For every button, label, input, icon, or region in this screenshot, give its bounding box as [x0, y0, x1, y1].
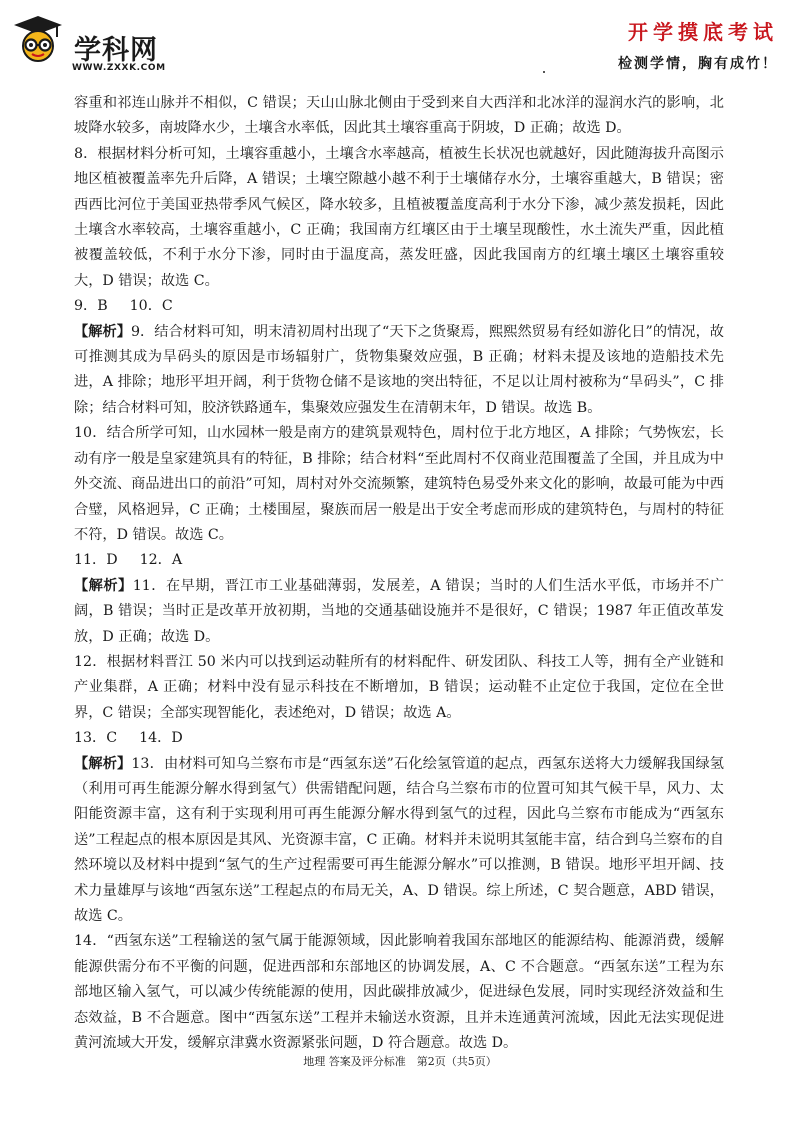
- paragraph-q11: [74, 574, 724, 650]
- logo-text: 学科网: [74, 35, 158, 66]
- mascot-icon: [12, 14, 64, 62]
- answer-14: 14．D: [139, 730, 183, 747]
- answer-13: 13．C: [74, 730, 118, 747]
- brand-block: [618, 16, 778, 73]
- logo-url: WWW.ZXXK.COM: [72, 63, 166, 73]
- answer-11: 11．D: [74, 552, 118, 569]
- answer-line-9-10: [74, 294, 724, 319]
- analysis-tag: 【解析】: [74, 323, 131, 340]
- answer-10: 10．C: [129, 298, 173, 315]
- paragraph-q9: [74, 320, 724, 422]
- answer-line-11-12: [74, 548, 724, 573]
- answer-12: 12．A: [139, 552, 183, 569]
- answer-9: 9．B: [74, 298, 108, 315]
- page-header: [0, 0, 800, 80]
- analysis-tag: 【解析】: [74, 755, 132, 772]
- analysis-tag: 【解析】: [74, 577, 133, 594]
- brand-title: 开学摸底考试: [628, 20, 778, 44]
- paragraph-q9-text: 9．结合材料可知，明末清初周村出现了“天下之货聚焉，熙熙然贸易有经如游化日”的情况，故可推测其成为旱码头的原因是市场辐射广，货物集聚效应强，B 正确；材料未提及该地的造船技术先进，A 排除；地形平坦开阔，利于货物仓储不是该地的突出特征，不足以让周村被称为“旱码头”，C 排除；结合材料可知，胶济铁路通车，集聚效应强发生在清朝末年，D 错误。故选 B。: [74, 323, 724, 416]
- paragraph-q8: 8．根据材料分析可知，土壤容重越小，土壤含水率越高，植被生长状况也就越好，因此随海拔升高图示地区植被覆盖率先升后降，A 错误；土壤空隙越小越不利于土壤储存水分，土壤容重越大，B 错误；密西西比河位于美国亚热带季风气候区，降水较多，且植被覆盖度高利于水分下渗，减少蒸发损耗，因此土壤含水率较高，土壤容重越小，C 正确；我国南方红壤区由于土壤呈现酸性，水土流失严重，因此植被覆盖较低，不利于水分下渗，同时由于温度高，蒸发旺盛，因此我国南方的红壤土壤区土壤容重较大，D 错误；故选 C。: [74, 145, 724, 289]
- paragraph-q10: 10．结合所学可知，山水园林一般是南方的建筑景观特色，周村位于北方地区，A 排除；气势恢宏，长动有序一般是皇家建筑具有的特征，B 排除；结合材料“至此周村不仅商业范围覆盖了全国，并且成为中外交流、商品进出口的前沿”可知，周村对外交流频繁，建筑特色易受外来文化的影响，故最可能为中西合璧，风格迥异，C 正确；土楼围屋，聚族而居一般是出于安全考虑而形成的建筑特色，与周村的特征不符，D 错误。故选 C。: [74, 425, 724, 543]
- answer-content: [74, 91, 724, 1056]
- paragraph-q14: 14．“西氢东送”工程输送的氢气属于能源领域，因此影响着我国东部地区的能源结构、能源消费，缓解能源供需分布不平衡的问题，促进西部和东部地区的协调发展，A、C 不合题意。“西氢东送”工程为东部地区输入氢气，可以减少传统能源的使用，因此碳排放减少，促进绿色发展，同时实现经济效益和生态效益，B 不合题意。图中“西氢东送”工程并未输送水资源，且并未连通黄河流域，因此无法实现促进黄河流域大开发，缓解京津冀水资源紧张问题，D 符合题意。故选 D。: [74, 933, 724, 1052]
- paragraph-continuation: 容重和祁连山脉并不相似，C 错误；天山山脉北侧由于受到来自大西洋和北冰洋的湿润水汽的影响，北坡降水较多，南坡降水少，土壤含水率低，因此其土壤容重高于阴坡，D 正确；故选 D。: [74, 95, 724, 137]
- answer-line-13-14: [74, 726, 724, 751]
- header-dot: [543, 71, 545, 73]
- paragraph-q12: 12．根据材料晋江 50 米内可以找到运动鞋所有的材料配件、研发团队、科技工人等，拥有全产业链和产业集群，A 正确；材料中没有显示科技在不断增加，B 错误；运动鞋不止定位于我国，定位在全世界，C 错误；全部实现智能化，表述绝对，D 错误；故选 A。: [74, 653, 724, 721]
- brand-subtitle: 检测学情，胸有成竹！: [618, 56, 778, 72]
- paragraph-q13-text: 13．由材料可知乌兰察布市是“西氢东送”石化绘氢管道的起点，西氢东送将大力缓解我国绿氢（利用可再生能源分解水得到氢气）供需错配问题，结合乌兰察布市的位置可知其气候干旱，风力、太阳能资源丰富，这有利于实现利用可再生能源分解水得到氢气的过程，因此乌兰察布市能成为“西氢东送”工程起点的根本原因是其风、光资源丰富，C 正确。材料并未说明其氢能丰富，结合到乌兰察布的自然环境以及材料中提到“氢气的生产过程需要可再生能源分解水”可以推测，B 错误。地形平坦开阔、技术力量雄厚与该地“西氢东送”工程起点的布局无关，A、D 错误。综上所述，C 契合题意，ABD 错误，故选 C。: [74, 755, 724, 924]
- page-footer: 地理 答案及评分标准 第2页（共5页）: [303, 1055, 497, 1068]
- paragraph-q11-text: 11．在早期，晋江市工业基础薄弱，发展差，A 错误；当时的人们生活水平低，市场并不广阔，B 错误；当时正是改革开放初期，当地的交通基础设施并不是很好，C 错误；1987 年正值改革发放，D 正确；故选 D。: [74, 577, 724, 645]
- xuekewang-logo: [12, 14, 182, 76]
- paragraph-q13: [74, 752, 724, 930]
